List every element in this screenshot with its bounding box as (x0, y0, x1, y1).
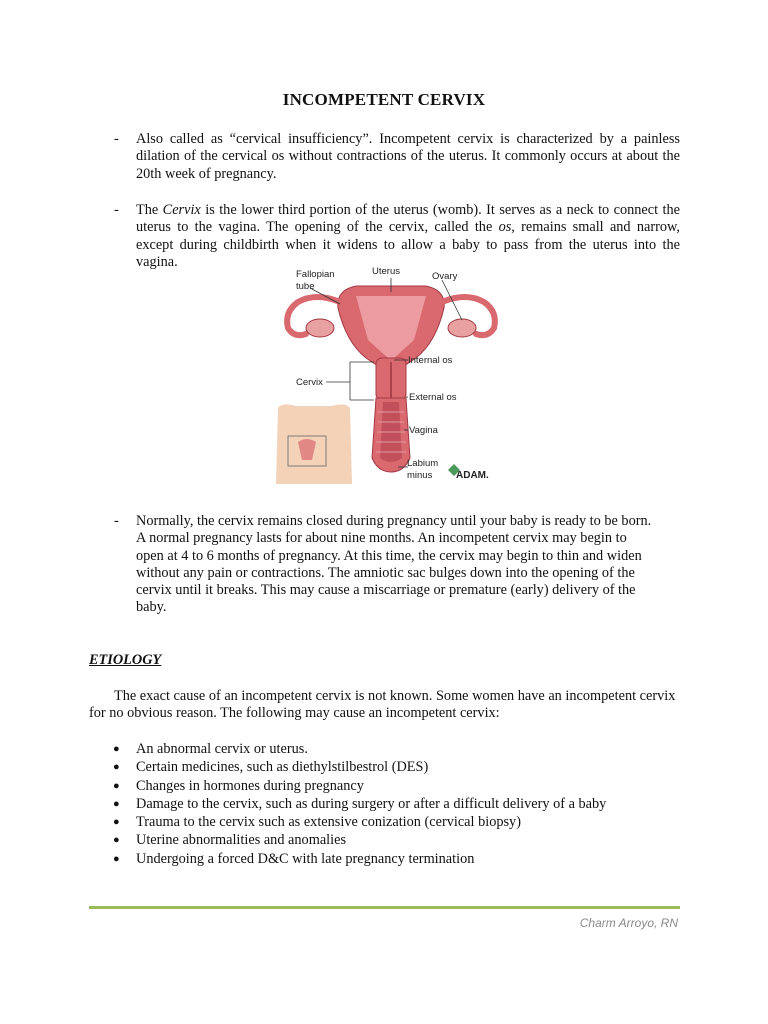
list-item (89, 777, 689, 795)
label-labium-minus-1: Labium (407, 458, 439, 469)
text-run: Normally, the cervix remains closed during pregnancy until your baby is ready to be born. A normal pregnancy lasts for about nine months. An incompetent cervix may begin to open at 4 to 6 months of pregnancy. At this time, the cervix may begin to thin and widen without any pain or contractions. The amniotic sac bulges down into the opening of the cervix until it breaks. This may cause a miscarriage or premature (early) delivery of the baby. (136, 513, 652, 616)
label-uterus: Uterus (372, 266, 400, 277)
uterus-anatomy-illustration (276, 262, 506, 492)
list-item (89, 850, 689, 868)
italic-term: Cervix (162, 202, 201, 218)
causes-list (89, 740, 689, 868)
label-labium-minus-2: minus (407, 470, 433, 481)
bullet-icon: ● (113, 816, 120, 829)
etiology-intro: The exact cause of an incompetent cervix is not known. Some women have an incompetent cervix for no obvious reason. The following may cause an incompetent cervix: (89, 688, 676, 722)
page-title: INCOMPETENT CERVIX (282, 90, 486, 109)
etiology-heading: ETIOLOGY (89, 652, 162, 668)
intro-bullet-text (136, 131, 680, 183)
pregnancy-bullet (114, 513, 680, 617)
label-internal-os: Internal os (408, 355, 453, 366)
list-item (89, 740, 689, 758)
ovary-left (306, 319, 334, 337)
label-external-os: External os (409, 392, 457, 403)
label-vagina: Vagina (409, 425, 438, 436)
italic-term: os (498, 219, 512, 236)
footer-divider (89, 906, 680, 909)
dash-marker: - (114, 513, 119, 529)
label-cervix: Cervix (296, 377, 323, 388)
list-item (89, 758, 689, 776)
list-item-text: An abnormal cervix or uterus. (136, 741, 308, 757)
list-item (89, 813, 689, 831)
list-item-text: Uterine abnormalities and anomalies (136, 832, 347, 849)
bullet-icon: ● (113, 761, 120, 774)
list-item (89, 831, 689, 849)
cervix-definition-bullet (114, 202, 680, 271)
ovary-right (448, 319, 476, 337)
bullet-icon: ● (113, 743, 120, 755)
label-fallopian-tube-2: tube (296, 281, 315, 292)
pregnancy-bullet-text (136, 513, 658, 617)
label-ovary: Ovary (432, 271, 458, 282)
list-item (89, 795, 689, 813)
text-run: Also called as “cervical insufficiency”. Incompetent cervix is characterized by a painless dilation of the cervical os without contractions of the uterus. It commonly occurs at about the 20th week of pregnancy. (136, 131, 680, 182)
list-item-text: Undergoing a forced D&C with late pregnancy termination (136, 850, 475, 867)
text-run: , remains small and narrow, except during childbirth when it widens to allow a baby to pass from the uterus into the vagina. (136, 219, 680, 270)
intro-bullet (114, 131, 680, 183)
label-fallopian-tube-1: Fallopian (296, 269, 335, 280)
list-item-text: Damage to the cervix, such as during surgery or after a difficult delivery of a baby (136, 795, 607, 812)
bullet-icon: ● (113, 779, 120, 792)
list-item-text: Trauma to the cervix such as extensive conization (cervical biopsy) (136, 814, 521, 831)
bullet-icon: ● (113, 852, 120, 865)
list-item-text: Certain medicines, such as diethylstilbestrol (DES) (136, 759, 429, 776)
list-item-text: Changes in hormones during pregnancy (136, 777, 364, 794)
adam-logo-text: ADAM. (456, 470, 489, 481)
dash-marker: - (114, 202, 119, 218)
footer-credit: Charm Arroyo, RN (579, 916, 678, 930)
text-run: is the lower third portion of the uterus (womb). It serves as a neck to connect the uterus to the vagina. The opening of the cervix, called the (136, 202, 680, 236)
text-run: The (136, 202, 163, 218)
bullet-icon: ● (113, 797, 120, 810)
cervix-definition-text (136, 202, 680, 271)
dash-marker: - (114, 131, 119, 147)
bullet-icon: ● (113, 834, 120, 847)
